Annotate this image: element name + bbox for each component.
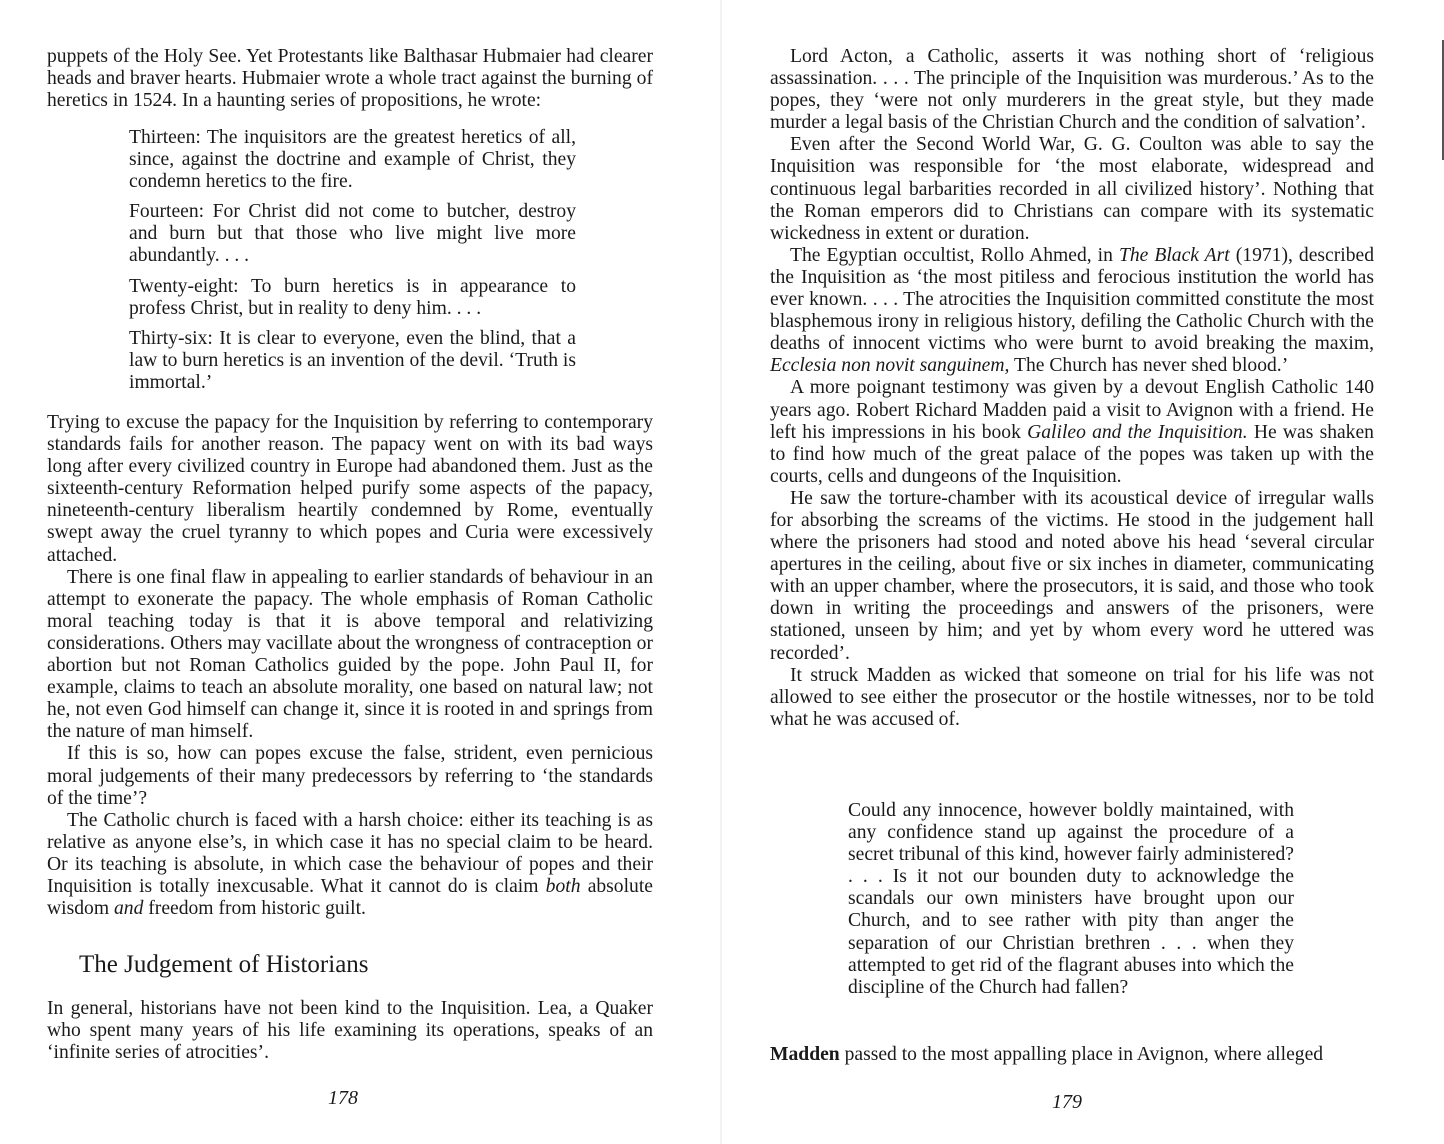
section-heading: The Judgement of Historians	[79, 951, 369, 978]
left-opening-paragraph: puppets of the Holy See. Yet Protestants like Balthasar Hubmaier had clearer heads and braver hearts. Hubmaier wrote a whole tract against the burning of heretics in 1524. In a haunting series of propositions, he wrote:	[47, 46, 653, 112]
quote-proposition-thirty-six: Thirty-six: It is clear to everyone, even the blind, that a law to burn heretics is an invention of the devil. ‘Truth is immortal.’	[129, 327, 576, 393]
harsh-choice-text-a: The Catholic church is faced with a harsh choice: either its teaching is as relative as anyone else’s, in which case it has no special claim to be heard. Or its teaching is absolute, in which case the behaviour of popes and their Inquisition is totally inexcusable. What it cannot do is claim	[47, 809, 653, 897]
paragraph-coulton: Even after the Second World War, G. G. Coulton was able to say the Inquisition was responsible for ‘the most elaborate, widespread and continuous legal barbarities recorded in all civilized history’. Nothing that the Roman emperors did to Christians can compare with its systematic wickedness in extent or duration.	[770, 134, 1374, 244]
appalling-place-text: passed to the most appalling place in Avignon, where alleged	[844, 1044, 1324, 1065]
harsh-choice-text-c: freedom from historic guilt.	[148, 898, 366, 920]
harsh-choice-text-b: absolute wisdom	[47, 875, 653, 920]
hubmaier-propositions-quote	[129, 127, 576, 394]
left-opening-paragraph-block	[47, 46, 653, 112]
paragraph-popes-excuse: If this is so, how can popes excuse the false, strident, even pernicious moral judgements of their many predecessors by referring to ‘the standards of the time’?	[47, 743, 653, 809]
ahmed-text-c: The Church has never shed blood.’	[1013, 355, 1289, 377]
madden-quote-text: Could any innocence, however boldly maintained, with any confidence stand up against the procedure of a secret tribunal of this kind, however fairly administered? . . . Is it not our bounden duty to acknowledge the scandals our own ministers have brought upon our Church, and to see rather with pity than anger the separation of our Christian brethren . . . when they attempted to get rid of the flagrant abuses into which the discipline of the Church had fallen?	[848, 800, 1294, 998]
emphasis-both: both	[545, 875, 581, 897]
quote-proposition-fourteen: Fourteen: For Christ did not come to butcher, destroy and burn but that those who live might live more abundantly. . . .	[129, 201, 576, 267]
paragraph-appalling-place	[770, 1044, 1374, 1066]
madden-quote	[848, 800, 1294, 999]
paragraph-harsh-choice	[47, 810, 653, 920]
paragraph-contemporary-standards: Trying to excuse the papacy for the Inquisition by referring to contemporary standards fails for another reason. The papacy went on with its bad ways long after every civilized country in Europe had abandoned them. Just as the sixteenth-century Reformation helped purify some aspects of the papacy, nineteenth-century liberalism heartily condemned by Rome, eventually swept away the cruel tyranny to which popes and Curia were excessively attached.	[47, 412, 653, 566]
ahmed-text-a: The Egyptian occultist, Rollo Ahmed, in	[790, 244, 1113, 266]
quote-proposition-thirteen: Thirteen: The inquisitors are the greatest heretics of all, since, against the doctrine and example of Christ, they condemn heretics to the fire.	[129, 127, 576, 193]
book-title-galileo: Galileo and the Inquisition.	[1027, 421, 1248, 443]
emphasis-and: and	[113, 898, 144, 920]
paragraph-historians-lea: In general, historians have not been kind to the Inquisition. Lea, a Quaker who spent many years of his life examining its operations, speaks of an ‘infinite series of atrocities’.	[47, 998, 653, 1064]
madden-text-b: He was shaken to find how much of the great palace of the popes was taken up with the courts, cells and dungeons of the Inquisition.	[770, 421, 1374, 487]
run-in-madden: Madden	[770, 1044, 840, 1065]
left-page	[0, 0, 720, 1144]
book-title-black-art: The Black Art	[1118, 244, 1230, 266]
right-closing-paragraph-block	[770, 1044, 1374, 1066]
paragraph-trial-secrecy: It struck Madden as wicked that someone on trial for his life was not allowed to see either the prosecutor or the hostile witnesses, nor to be told what he was accused of.	[770, 664, 1374, 730]
quote-proposition-twenty-eight: Twenty-eight: To burn heretics is in appearance to profess Christ, but in reality to deny him. . . .	[129, 275, 576, 319]
paragraph-torture-chamber: He saw the torture-chamber with its acoustical device of irregular walls for absorbing the screams of the victims. He stood in the judgement hall where the prisoners had stood and noted above his head ‘several circular apertures in the ceiling, about five or six inches in diameter, communicating with an upper chamber, where the prosecutors, it is said, and those who took down in writing the proceedings and answers of the prisoners, were stationed, unseen by him; and yet by whom every word he uttered was recorded’.	[770, 487, 1374, 664]
paragraph-madden-testimony	[770, 377, 1374, 487]
latin-maxim: Ecclesia non novit sanguinem,	[770, 355, 1010, 377]
left-closing-paragraph-block	[47, 998, 653, 1064]
paragraph-rollo-ahmed	[770, 245, 1374, 378]
ahmed-text-b: (1971), described the Inquisition as ‘the most pitiless and ferocious institution the world has ever known. . . . The atrocities the Inquisition committed constitute the most blasphemous irony in religious history, defiling the Catholic Church with the deaths of innocent victims who were burnt to avoid breaking the maxim,	[770, 244, 1374, 355]
right-page	[722, 0, 1444, 1144]
paragraph-final-flaw: There is one final flaw in appealing to earlier standards of behaviour in an attempt to exonerate the papacy. The whole emphasis of Roman Catholic moral teaching today is that it is above temporal and relativizing considerations. Others may vacillate about the wrongness of contraception or abortion but not Roman Catholics guided by the pope. John Paul II, for example, claims to teach an absolute morality, one based on natural law; not he, not even God himself can change it, since it is rooted in and springs from the nature of man himself.	[47, 566, 653, 743]
left-body-text	[47, 412, 653, 920]
right-body-text	[770, 46, 1374, 731]
madden-text-a: A more poignant testimony was given by a devout English Catholic 140 years ago. Robert Richard Madden paid a visit to Avignon with a friend. He left his impressions in his book	[770, 377, 1374, 443]
page-number-right: 179	[1052, 1091, 1082, 1113]
paragraph-lord-acton: Lord Acton, a Catholic, asserts it was nothing short of ‘religious assassination. . . . The principle of the Inquisition was murderous.’ As to the popes, they ‘were not only murderers in the great style, but they made murder a legal basis of the Christian Church and the condition of salvation’.	[770, 46, 1374, 134]
page-number-left: 178	[328, 1087, 358, 1109]
